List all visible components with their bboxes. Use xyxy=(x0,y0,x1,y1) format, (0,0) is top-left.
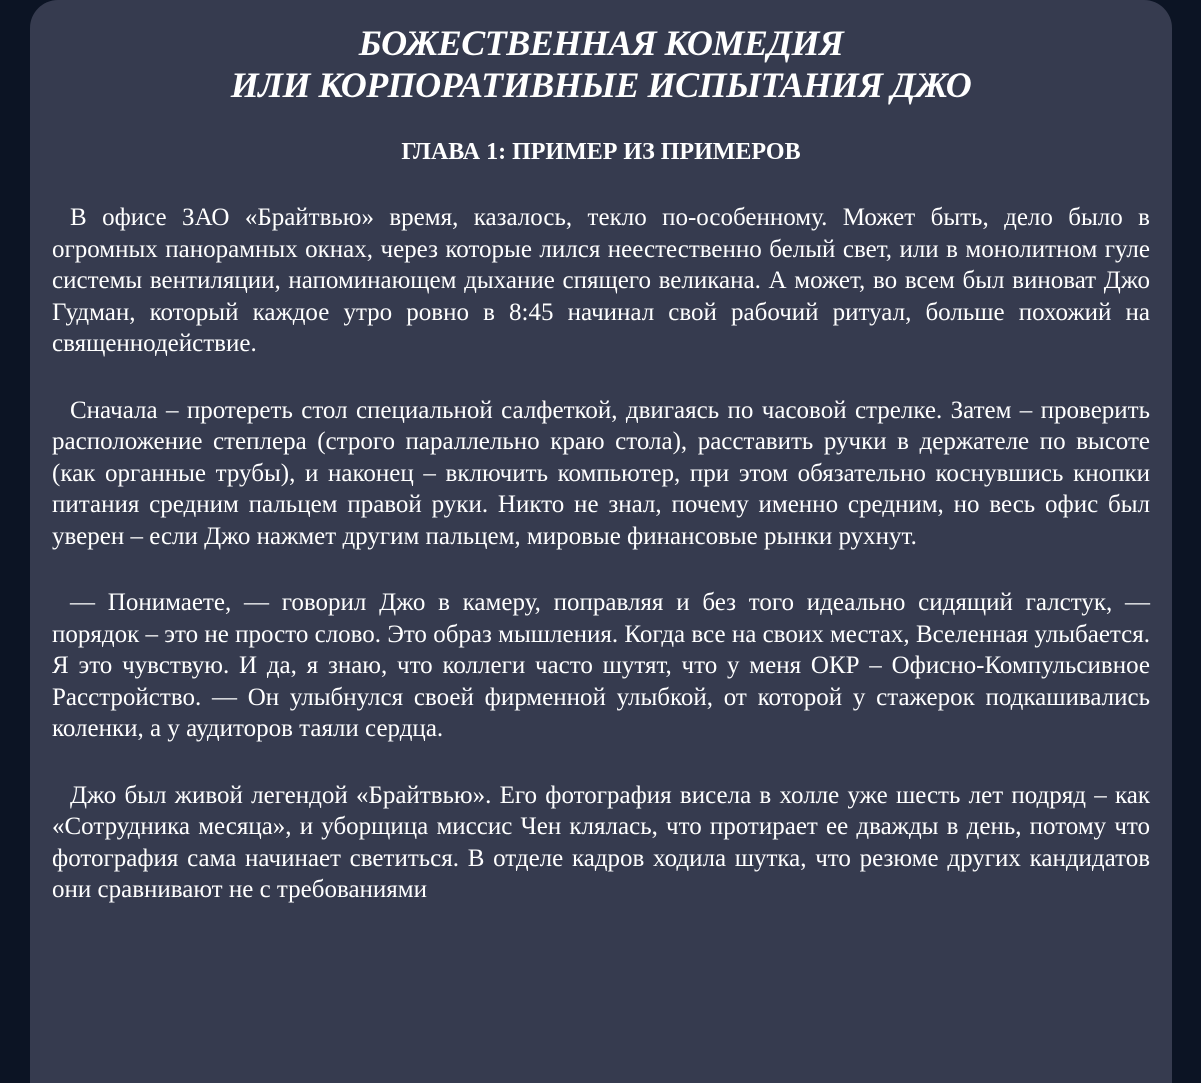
book-title xyxy=(52,22,1150,106)
chapter-text xyxy=(52,202,1150,906)
chapter-title: ГЛАВА 1: ПРИМЕР ИЗ ПРИМЕРОВ xyxy=(401,139,801,165)
paragraph-2: Сначала – протереть стол специальной салфеткой, двигаясь по часовой стрелке. Затем – проверить расположение степлера (строго параллельно краю стола), расставить ручки в держателе по высоте (как органные трубы), и наконец – включить компьютер, при этом обязательно коснувшись кнопки питания средним пальцем правой руки. Никто не знал, почему именно средним, но весь офис был уверен – если Джо нажмет другим пальцем, мировые финансовые рынки рухнут. xyxy=(52,396,1150,550)
page-card xyxy=(30,0,1172,1083)
paragraph-1: В офисе ЗАО «Брайтвью» время, казалось, текло по-особенному. Может быть, дело было в огромных панорамных окнах, через которые лился неестественно белый свет, или в монолитном гуле системы вентиляции, напоминающем дыхание спящего великана. А может, во всем был виноват Джо Гудман, который каждое утро ровно в 8:45 начинал свой рабочий ритуал, больше похожий на священнодействие. xyxy=(52,204,1150,357)
book-title-line-1: БОЖЕСТВЕННАЯ КОМЕДИЯ xyxy=(358,23,844,63)
book-title-line-2: ИЛИ КОРПОРАТИВНЫЕ ИСПЫТАНИЯ ДЖО xyxy=(230,65,972,105)
paragraph-3: — Понимаете, — говорил Джо в камеру, поправляя и без того идеально сидящий галстук, — порядок – это не просто слово. Это образ мышления. Когда все на своих местах, Вселенная улыбается. Я это чувствую. И да, я знаю, что коллеги часто шутят, что у меня ОКР – Офисно-Компульсивное Расстройство. — Он улыбнулся своей фирменной улыбкой, от которой у стажерок подкашивались коленки, а у аудиторов таяли сердца. xyxy=(52,589,1150,742)
paragraph-4: Джо был живой легендой «Брайтвью». Его фотография висела в холле уже шесть лет подряд – как «Сотрудника месяца», и уборщица миссис Чен клялась, что протирает ее дважды в день, потому что фотография сама начинает светиться. В отделе кадров ходила шутка, что резюме других кандидатов они сравнивают не с требованиями xyxy=(52,781,1150,903)
